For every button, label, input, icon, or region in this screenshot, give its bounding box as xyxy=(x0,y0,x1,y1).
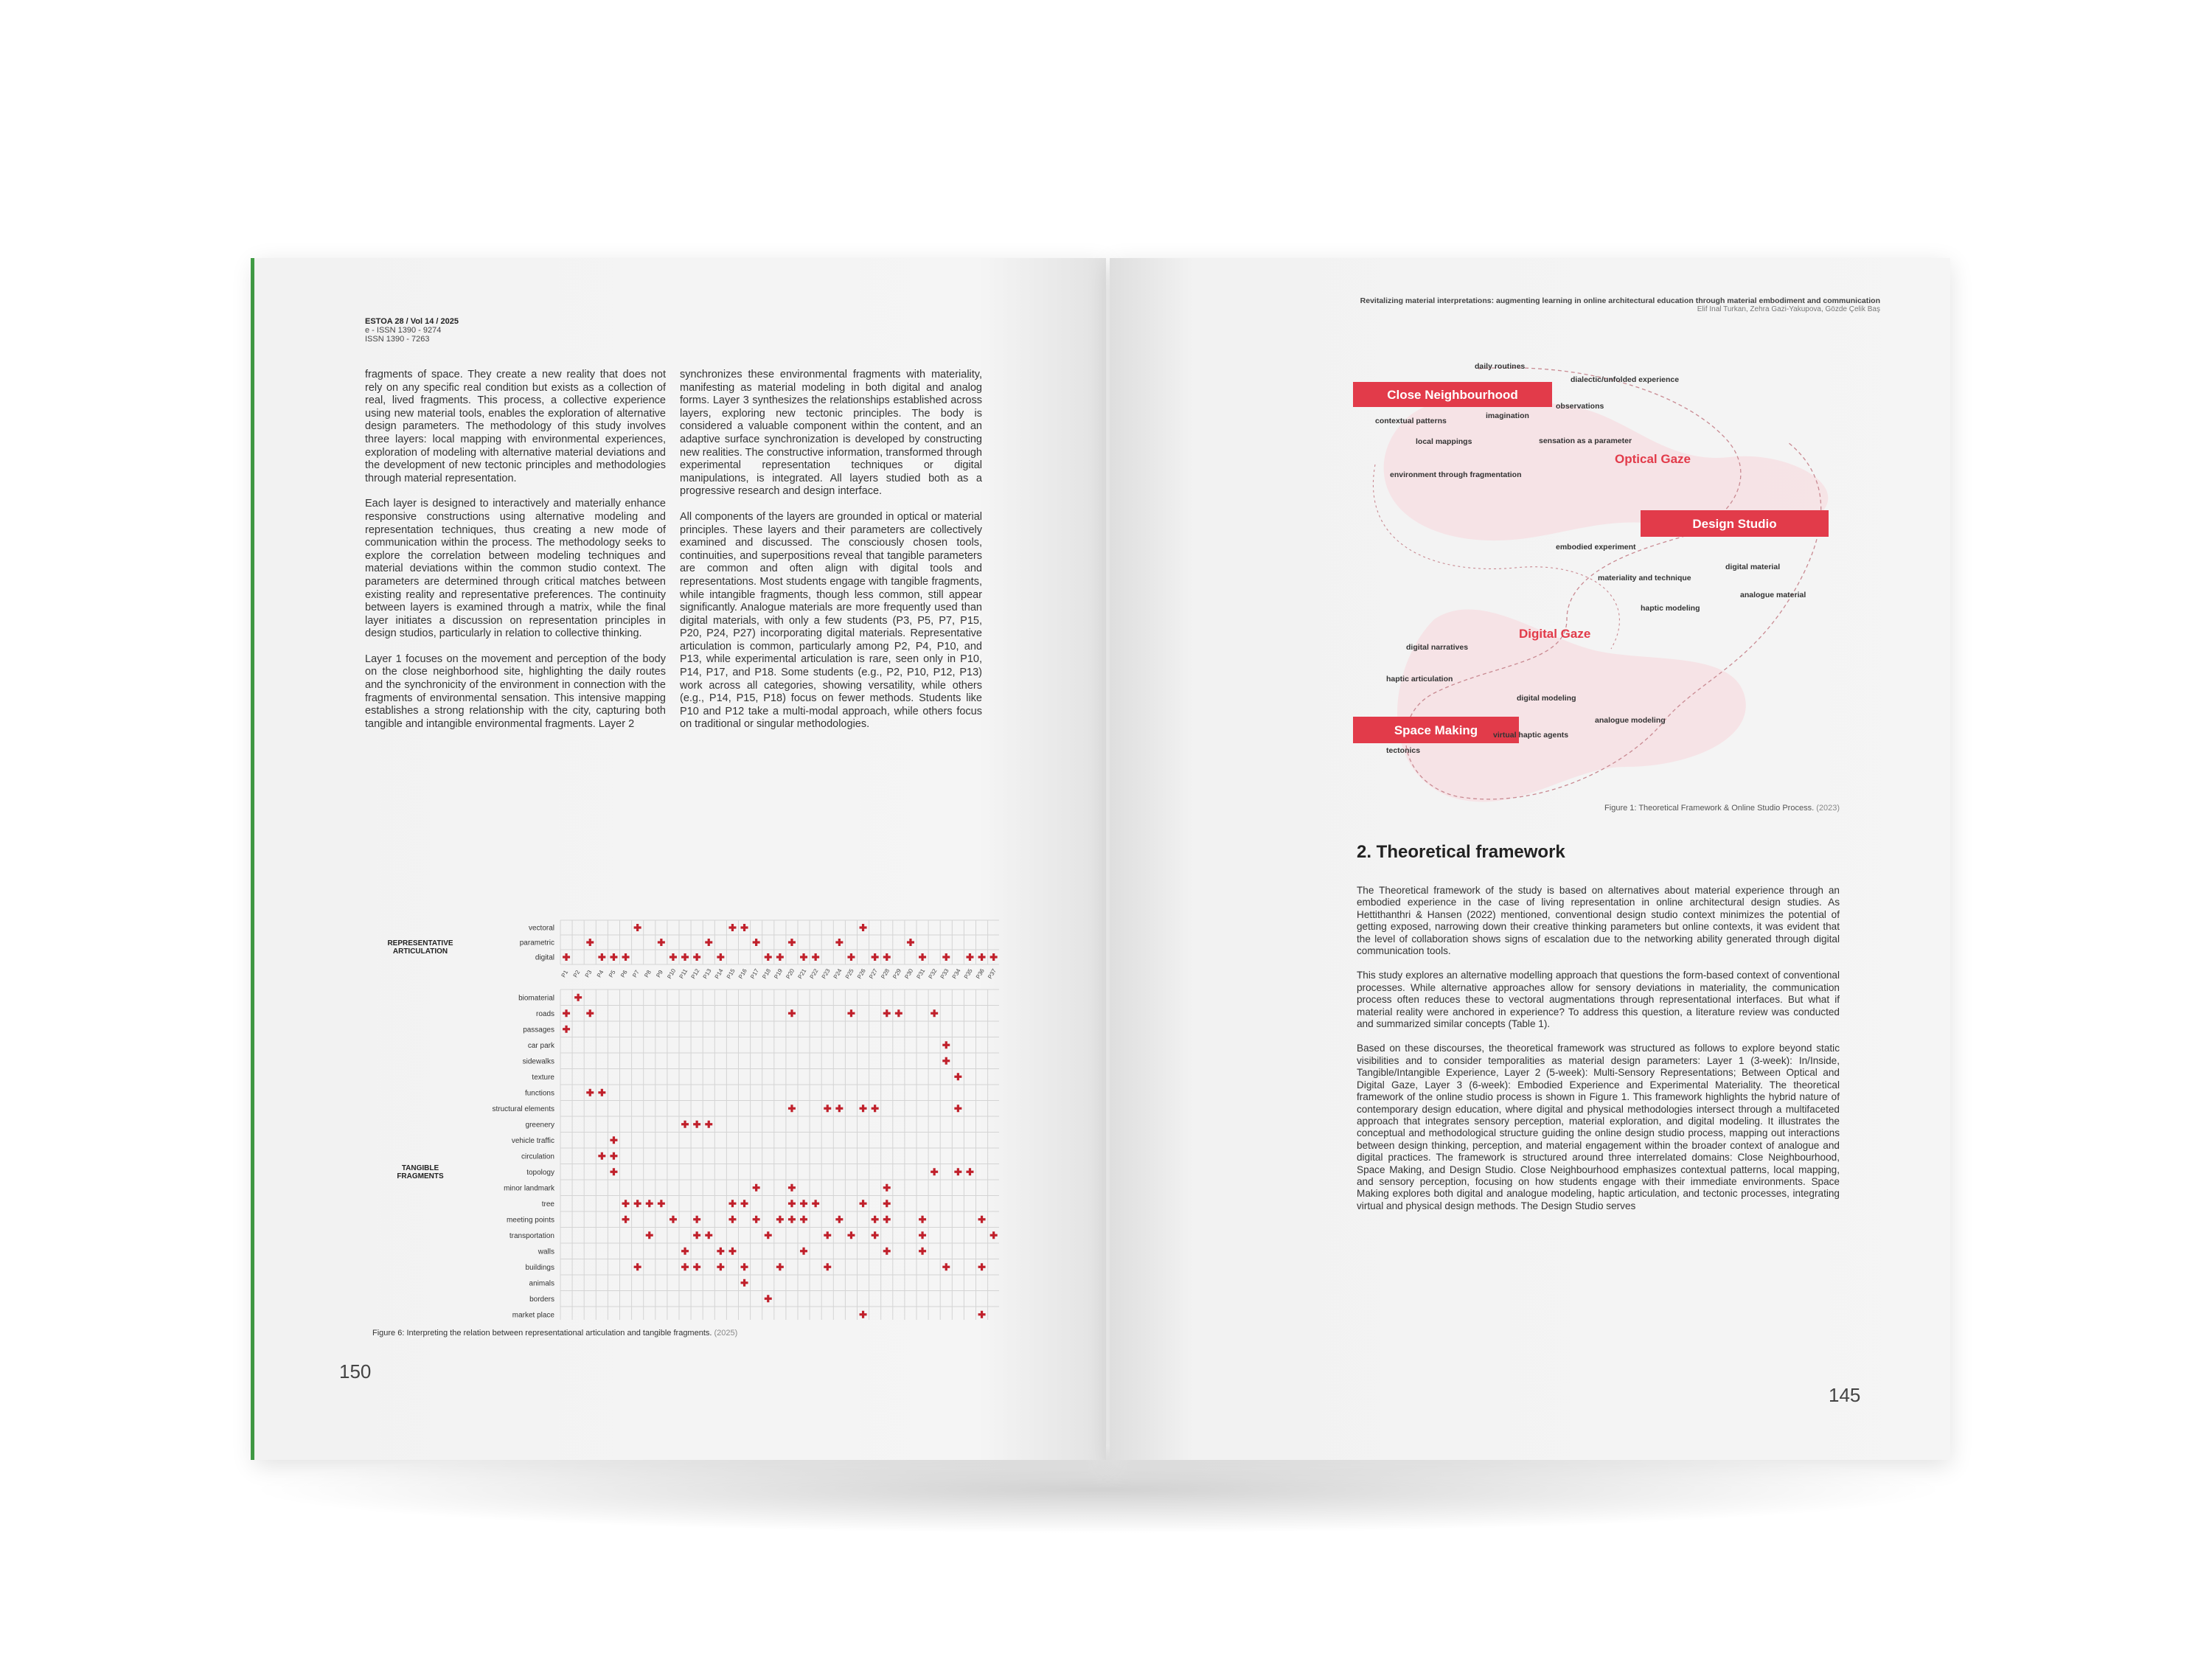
running-header xyxy=(1305,296,1880,314)
column-label: P15 xyxy=(725,967,737,981)
matrix-mark xyxy=(610,1136,617,1144)
concept-note: digital narratives xyxy=(1406,643,1469,652)
concept-note: virtual haptic agents xyxy=(1493,731,1569,740)
theoretical-framework-diagram xyxy=(1346,354,1884,826)
concept-note: environment through fragmentation xyxy=(1390,470,1522,479)
row-label: texture xyxy=(532,1073,554,1082)
caption-year: (2025) xyxy=(714,1329,738,1338)
matrix-mark xyxy=(574,994,582,1001)
matrix-mark xyxy=(741,1279,748,1287)
matrix-mark xyxy=(954,1073,961,1080)
column-label: P24 xyxy=(832,967,844,981)
column-label: P1 xyxy=(560,969,570,979)
concept-note: imagination xyxy=(1486,411,1529,420)
matrix-mark xyxy=(753,939,760,946)
matrix-mark xyxy=(847,953,855,961)
matrix-mark xyxy=(669,1216,677,1223)
concept-note: sensation as a parameter xyxy=(1539,437,1632,445)
matrix-mark xyxy=(835,939,843,946)
column-label: P22 xyxy=(808,967,820,981)
fragments-matrix-figure xyxy=(365,907,999,1320)
matrix-mark xyxy=(919,953,926,961)
journal-header xyxy=(365,317,459,344)
category-label: Design Studio xyxy=(1692,517,1777,531)
group-label: REPRESENTATIVE xyxy=(387,939,453,947)
row-label: vehicle traffic xyxy=(511,1136,554,1145)
matrix-mark xyxy=(586,1089,594,1096)
matrix-mark xyxy=(788,1009,796,1017)
matrix-mark xyxy=(954,1168,961,1175)
matrix-mark xyxy=(990,1231,998,1239)
column-label: P28 xyxy=(880,967,891,981)
column-label: P34 xyxy=(950,967,962,981)
article-title: Revitalizing material interpretations: augmenting learning in online architectural education through material embodiment and communication xyxy=(1360,296,1880,305)
matrix-mark xyxy=(942,1263,950,1270)
category-label: Space Making xyxy=(1394,723,1478,737)
row-label: animals xyxy=(529,1279,554,1288)
journal-title: ESTOA 28 / Vol 14 / 2025 xyxy=(365,317,459,326)
concept-note: tectonics xyxy=(1386,746,1421,755)
matrix-mark xyxy=(681,1263,689,1270)
secondary-label: Digital Gaze xyxy=(1519,627,1591,641)
authors: Elif Inal Turkan, Zehra Gazi-Yakupova, Gözde Çelik Baş xyxy=(1697,305,1880,313)
matrix-mark xyxy=(776,953,784,961)
matrix-mark xyxy=(765,953,772,961)
matrix-mark xyxy=(705,1121,712,1128)
right-page xyxy=(1110,258,1950,1460)
matrix-mark xyxy=(776,1216,784,1223)
matrix-mark xyxy=(872,1216,879,1223)
matrix-mark xyxy=(800,953,807,961)
matrix-mark xyxy=(705,939,712,946)
matrix-mark xyxy=(622,1216,630,1223)
matrix-mark xyxy=(598,953,605,961)
concept-note: analogue modeling xyxy=(1595,716,1666,725)
column-label: P23 xyxy=(820,967,832,981)
column-label: P5 xyxy=(607,969,617,979)
matrix-mark xyxy=(693,953,700,961)
matrix-mark xyxy=(800,1248,807,1255)
matrix-mark xyxy=(883,1248,891,1255)
matrix-mark xyxy=(776,1263,784,1270)
right-body-text xyxy=(1357,885,1840,1225)
column-label: P2 xyxy=(571,969,582,979)
matrix-mark xyxy=(658,939,665,946)
matrix-mark xyxy=(942,953,950,961)
matrix-mark xyxy=(598,1152,605,1160)
matrix-mark xyxy=(705,1231,712,1239)
matrix-mark xyxy=(634,1263,641,1270)
column-label: P30 xyxy=(903,967,915,981)
matrix-mark xyxy=(788,1200,796,1207)
column-label: P7 xyxy=(631,969,641,979)
column-label: P26 xyxy=(855,967,867,981)
concept-note: daily routines xyxy=(1475,362,1526,371)
matrix-mark xyxy=(753,1216,760,1223)
matrix-mark xyxy=(563,1009,570,1017)
matrix-mark xyxy=(835,1216,843,1223)
caption-text: Figure 1: Theoretical Framework & Online Studio Process. xyxy=(1604,804,1815,813)
matrix-mark xyxy=(978,1311,986,1318)
matrix-mark xyxy=(860,1200,867,1207)
row-label: parametric xyxy=(519,939,554,947)
caption-text: Figure 6: Interpreting the relation between representational articulation and tangible fragments. xyxy=(372,1329,712,1338)
column-label: P25 xyxy=(844,967,855,981)
concept-note: digital material xyxy=(1725,563,1781,571)
matrix-mark xyxy=(942,1041,950,1048)
matrix-mark xyxy=(610,1168,617,1175)
matrix-mark xyxy=(860,1311,867,1318)
matrix-mark xyxy=(824,1105,831,1112)
row-label: minor landmark xyxy=(504,1184,554,1193)
matrix-mark xyxy=(728,1200,736,1207)
column-label: P33 xyxy=(939,967,950,981)
column-label: P29 xyxy=(891,967,903,981)
column-label: P14 xyxy=(713,967,725,981)
matrix-mark xyxy=(919,1248,926,1255)
matrix-mark xyxy=(847,1231,855,1239)
issn: ISSN 1390 - 7263 xyxy=(365,335,430,344)
matrix-mark xyxy=(835,1105,843,1112)
matrix-mark xyxy=(860,924,867,931)
concept-note: embodied experiment xyxy=(1556,543,1636,552)
paragraph: Each layer is designed to interactively and materially enhance responsive constructions using alternative modeling and representation techniques, thus creating a new mode of communication within the process. The methodology seeks to explore the correlation between modeling techniques and material deviations within the common studio context. The parameters are determined through critical matches between existing reality and representative preferences. The continuity between layers is examined through a matrix, while the final layer initiates a discussion on representation principles in design studios, particularly in relation to collective thinking. xyxy=(365,498,666,640)
matrix-mark xyxy=(741,1263,748,1270)
left-column-1 xyxy=(365,369,666,743)
matrix-mark xyxy=(978,1216,986,1223)
column-label: P9 xyxy=(655,969,665,979)
matrix-mark xyxy=(717,953,724,961)
matrix-mark xyxy=(788,939,796,946)
column-label: P17 xyxy=(749,967,760,981)
matrix-mark xyxy=(622,1200,630,1207)
row-label: functions xyxy=(524,1089,554,1098)
matrix-mark xyxy=(966,953,973,961)
row-label: passages xyxy=(523,1026,554,1034)
matrix-mark xyxy=(622,953,630,961)
paragraph: Based on these discourses, the theoretical framework was structured as follows to explore beyond static visibilities and to consider temporalities as material design parameters: Layer 1 (3-week): In/Inside, Tangible/Intangible Experience, Layer 2 (5-week): Multi-Sensory Representations; Between Optical and Digital Gaze, Layer 3 (6-week): Embodied Experience and Experimental Materiality. The theoretical framework of the online studio process is shown in Figure 1. This framework highlights the hybrid nature of contemporary design education, where digital and physical methodologies intersect through a multifaceted approach that integrates sensory perception, material exploration, and digital modeling. It illustrates the conceptual and methodological structure guiding the online design studio process, mapping out interactions between design thinking, perception, and material engagement within the broader context of analogue and digital practices. The framework is structured around three interrelated domains: Close Neighbourhood, Space Making, and Design Studio. Close Neighbourhood emphasizes contextual patterns, local mapping, and sensory perception, focusing on how students engage with their immediate environments. Space Making explores both digital and analogue modeling, haptic articulation, and tectonic processes, integrating virtual and physical design methods. The Design Studio serves xyxy=(1357,1043,1840,1211)
row-label: walls xyxy=(538,1248,554,1256)
matrix-mark xyxy=(658,1200,665,1207)
matrix-mark xyxy=(812,953,819,961)
matrix-mark xyxy=(598,1089,605,1096)
matrix-mark xyxy=(728,924,736,931)
row-label: vectoral xyxy=(528,924,554,933)
page-number: 145 xyxy=(1829,1384,1861,1406)
matrix-mark xyxy=(788,1216,796,1223)
figure-6-caption xyxy=(372,1329,737,1338)
concept-note: local mappings xyxy=(1416,437,1472,446)
matrix-mark xyxy=(693,1121,700,1128)
matrix-mark xyxy=(883,1184,891,1192)
matrix-mark xyxy=(788,1184,796,1192)
column-label: P13 xyxy=(701,967,713,981)
matrix-mark xyxy=(717,1263,724,1270)
column-label: P11 xyxy=(678,967,689,980)
column-label: P12 xyxy=(689,967,701,981)
column-label: P18 xyxy=(761,967,773,981)
matrix-mark xyxy=(954,1105,961,1112)
matrix-mark xyxy=(824,1231,831,1239)
concept-note: materiality and technique xyxy=(1598,574,1691,582)
group-label: FRAGMENTS xyxy=(397,1172,444,1180)
matrix-mark xyxy=(646,1200,653,1207)
column-label: P3 xyxy=(583,969,594,979)
matrix-mark xyxy=(634,924,641,931)
matrix-mark xyxy=(800,1216,807,1223)
figure-1-caption xyxy=(1604,804,1840,813)
matrix-mark xyxy=(883,953,891,961)
matrix-mark xyxy=(634,1200,641,1207)
row-label: circulation xyxy=(521,1152,554,1161)
row-label: meeting points xyxy=(506,1216,554,1225)
column-label: P21 xyxy=(796,967,808,981)
row-label: buildings xyxy=(525,1263,554,1272)
matrix-mark xyxy=(753,1184,760,1192)
matrix-mark xyxy=(895,1009,902,1017)
column-label: P32 xyxy=(927,967,939,981)
concept-note: analogue material xyxy=(1740,591,1806,599)
matrix-mark xyxy=(860,1105,867,1112)
row-label: biomaterial xyxy=(518,994,554,1003)
matrix-mark xyxy=(646,1231,653,1239)
paragraph: This study explores an alternative modelling approach that questions the form-based context of conventional processes. While alternative approaches allow for sensory deviations in materiality, the communication process often reduces these to vectoral augmentations through representational interfaces. But what if material reality were anchored in experience? To address this question, a literature review was conducted and summarized similar concepts (Table 1). xyxy=(1357,970,1840,1030)
column-label: P6 xyxy=(619,969,629,979)
concept-note: haptic modeling xyxy=(1641,604,1700,613)
left-page xyxy=(254,258,1106,1460)
matrix-mark xyxy=(872,1105,879,1112)
matrix-mark xyxy=(883,1009,891,1017)
matrix-mark xyxy=(824,1263,831,1270)
matrix-mark xyxy=(765,1295,772,1302)
group-label: ARTICULATION xyxy=(392,947,448,956)
concept-note: digital modeling xyxy=(1517,694,1576,703)
row-label: topology xyxy=(526,1168,554,1177)
matrix-mark xyxy=(978,1263,986,1270)
column-label: P16 xyxy=(737,967,748,981)
row-label: sidewalks xyxy=(522,1057,554,1066)
paragraph: synchronizes these environmental fragments with materiality, manifesting as material modeling in both digital and analog forms. Layer 3 synthesizes the relationships established across layers, exploring new tectonic principles. The body is considered a valuable component within the content, and an adaptive surface synchronization is developed by constructing new realities. The constructive information, transformed through experimental representation techniques or digital manipulations, is integrated. All layers studied both as a progressive research and design interface. xyxy=(680,369,982,498)
column-label: P19 xyxy=(773,967,785,981)
row-label: structural elements xyxy=(492,1105,554,1113)
matrix-mark xyxy=(586,939,594,946)
matrix-mark xyxy=(872,953,879,961)
matrix-mark xyxy=(812,1200,819,1207)
matrix-mark xyxy=(563,953,570,961)
matrix-mark xyxy=(610,953,617,961)
row-label: greenery xyxy=(525,1121,554,1130)
matrix-mark xyxy=(669,953,677,961)
matrix-mark xyxy=(990,953,998,961)
concept-note: haptic articulation xyxy=(1386,675,1453,684)
column-label: P4 xyxy=(595,969,605,979)
row-label: tree xyxy=(541,1200,554,1208)
matrix-mark xyxy=(741,1200,748,1207)
matrix-mark xyxy=(728,1216,736,1223)
category-label: Close Neighbourhood xyxy=(1387,388,1518,402)
column-label: P20 xyxy=(785,967,796,981)
matrix-mark xyxy=(693,1216,700,1223)
matrix-mark xyxy=(610,1152,617,1160)
matrix-mark xyxy=(693,1231,700,1239)
section-title: 2. Theoretical framework xyxy=(1357,842,1565,862)
row-label: borders xyxy=(529,1295,554,1304)
matrix-mark xyxy=(907,939,914,946)
matrix-mark xyxy=(681,953,689,961)
paragraph: Layer 1 focuses on the movement and perception of the body on the close neighborhood site, highlighting the daily routes and the synchronicity of the environment in connection with the fragments of environmental sensation. This intensive mapping establishes a strong relationship with the city, capturing both tangible and intangible environmental fragments. Layer 2 xyxy=(365,653,666,730)
eissn: e - ISSN 1390 - 9274 xyxy=(365,326,442,335)
matrix-mark xyxy=(883,1216,891,1223)
matrix-mark xyxy=(966,1168,973,1175)
column-label: P37 xyxy=(987,967,998,981)
concept-note: contextual patterns xyxy=(1375,417,1447,425)
matrix-mark xyxy=(847,1009,855,1017)
matrix-mark xyxy=(800,1200,807,1207)
matrix-mark xyxy=(693,1263,700,1270)
matrix-mark xyxy=(586,1009,594,1017)
row-label: market place xyxy=(512,1311,554,1320)
paragraph: The Theoretical framework of the study is based on alternatives about material experience through an embodied experience in the case of living representation in online architectural design studies. As Hettithanthri & Hansen (2022) mentioned, conventional design studio context minimizes the potential of getting exposed, narrowing down their creative thinking parameters but online contexts, it was evident that the level of collaboration shows signs of escalation due to the networking ability generated through digital communication tools. xyxy=(1357,885,1840,957)
matrix-mark xyxy=(919,1216,926,1223)
column-label: P10 xyxy=(666,967,678,981)
matrix-mark xyxy=(765,1231,772,1239)
row-label: roads xyxy=(535,1009,554,1018)
matrix-mark xyxy=(741,924,748,931)
column-label: P35 xyxy=(962,967,974,981)
matrix-mark xyxy=(919,1231,926,1239)
group-label: TANGIBLE xyxy=(401,1164,439,1172)
paragraph: All components of the layers are grounded in optical or material principles. These layers and their parameters are collectively examined and discussed. The consciously chosen tools, continuities, and superpositions reveal that tangible parameters are common and often align with digital tools and representations. Most students engage with tangible fragments, while intangible fragments, though less common, still appear significantly. Analogue materials are more frequently used than digital materials, with only a few students (P3, P5, P7, P15, P20, P24, P27) incorporating digital materials. Representative articulation is common, particularly among P2, P4, P10, and P13, while experimental articulation is rare, seen only in P10, P14, P17, and P18. Some students (e.g., P2, P10, P12, P13) work across all categories, showing versatility, while others (e.g., P14, P15, P18) focus on fewer methods. Students like P10 and P12 take a multi-modal approach, while others focus on traditional or singular methodologies. xyxy=(680,510,982,731)
column-label: P27 xyxy=(868,967,879,981)
matrix-mark xyxy=(788,1105,796,1112)
paragraph: fragments of space. They create a new reality that does not rely on any specific real condition but exists as a collection of real, lived fragments. This process, a collective experience using new material tools, enables the exploration of alternative design parameters. The methodology of this study involves three layers: local mapping with environmental experiences, exploration of modeling with alternative material deviations and the development of new tectonic principles and methodologies through material representation. xyxy=(365,369,666,484)
left-column-2 xyxy=(680,369,982,744)
matrix-mark xyxy=(681,1121,689,1128)
matrix-mark xyxy=(883,1200,891,1207)
secondary-label: Optical Gaze xyxy=(1615,452,1691,466)
caption-year: (2023) xyxy=(1816,804,1840,813)
row-label: transportation xyxy=(509,1231,554,1240)
matrix-mark xyxy=(681,1248,689,1255)
row-label: car park xyxy=(527,1041,554,1050)
matrix-mark xyxy=(872,1231,879,1239)
matrix-mark xyxy=(717,1248,724,1255)
concept-note: dialectic/unfolded experience xyxy=(1571,375,1680,384)
matrix-mark xyxy=(931,1168,938,1175)
row-label: digital xyxy=(535,953,554,962)
matrix-mark xyxy=(978,953,986,961)
column-label: P31 xyxy=(915,967,927,981)
column-label: P36 xyxy=(974,967,986,981)
concept-note: observations xyxy=(1556,402,1604,411)
matrix-mark xyxy=(728,1248,736,1255)
column-label: P8 xyxy=(643,969,653,979)
matrix-mark xyxy=(563,1026,570,1033)
matrix-mark xyxy=(942,1057,950,1065)
page-number: 150 xyxy=(339,1360,372,1382)
matrix-mark xyxy=(931,1009,938,1017)
